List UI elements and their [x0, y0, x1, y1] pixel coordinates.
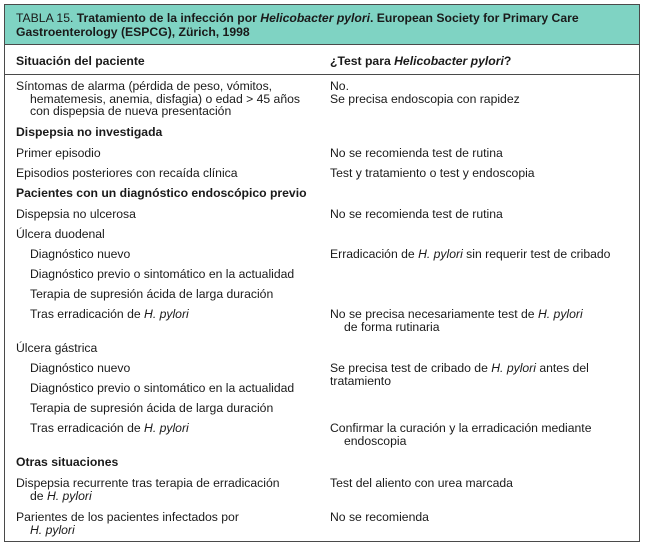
table-header	[5, 46, 639, 75]
table-title	[5, 5, 639, 45]
title-text-2: . European Society for Primary Care	[370, 11, 579, 25]
recommendation-table: TABLA 15. Tratamiento de la infección por Helicobacter pylori. European Society for Primary Care Gastroenterology (ESPCG), Zürich, 1998 Situación del paciente ¿Test para Helicobacter pylori? Síntomas de alarma (pérdida de peso, vómitos, hematemesis, anemia, disfagia) o edad > 45 años con dispepsia de nueva presentación No. Se precisa endoscopia con rapidez Dispepsia no investigada Primer episodio No se recomienda test de rutina Episodios posteriores con recaída clínica Test y tratamiento o test y endoscopia Pacientes con un diagnóstico endoscópico previo Dispepsia no ulcerosa No se recomienda test de rutina Úlcera duodenal Diagnóstico nuevo Erradicación de H. pylori sin requerir test de cribado Diagnóstico previo o sintomático en la actualidad Terapia de supresión ácida de larga duración Tras erradicación de H. pylori No se precisa necesariamente test de H. pylori de forma rutinaria Úlcera gástrica Diagnóstico nuevo Se precisa test de cribado de H. pylori antes del tratamiento Diagnóstico previo o sintomático en la actualidad Terapia de supresión ácida de larga duración Tras erradicación de H. pylori Confirmar la curación y la erradicación mediante endoscopia Otras situaciones Dispepsia recurrente tras terapia de erradicación de H. pylori Test del aliento con urea marcada Parientes de los pacientes infectados por H. pylori No se recomienda	[4, 4, 640, 542]
cell-situacion: Síntomas de alarma (pérdida de peso, vómitos, hematemesis, anemia, disfagia) o edad > 45 años con dispepsia de nueva presentación	[16, 79, 300, 118]
header-situacion: Situación del paciente	[16, 54, 145, 68]
table-number: TABLA 15.	[16, 11, 74, 25]
header-test: ¿Test para Helicobacter pylori?	[330, 54, 512, 68]
title-text-1: Tratamiento de la infección por	[76, 11, 257, 25]
title-italic: Helicobacter pylori	[260, 11, 371, 25]
cell-test: No. Se precisa endoscopia con rapidez	[330, 79, 520, 106]
title-text-3: Gastroenterology (ESPCG), Zürich, 1998	[16, 25, 250, 39]
